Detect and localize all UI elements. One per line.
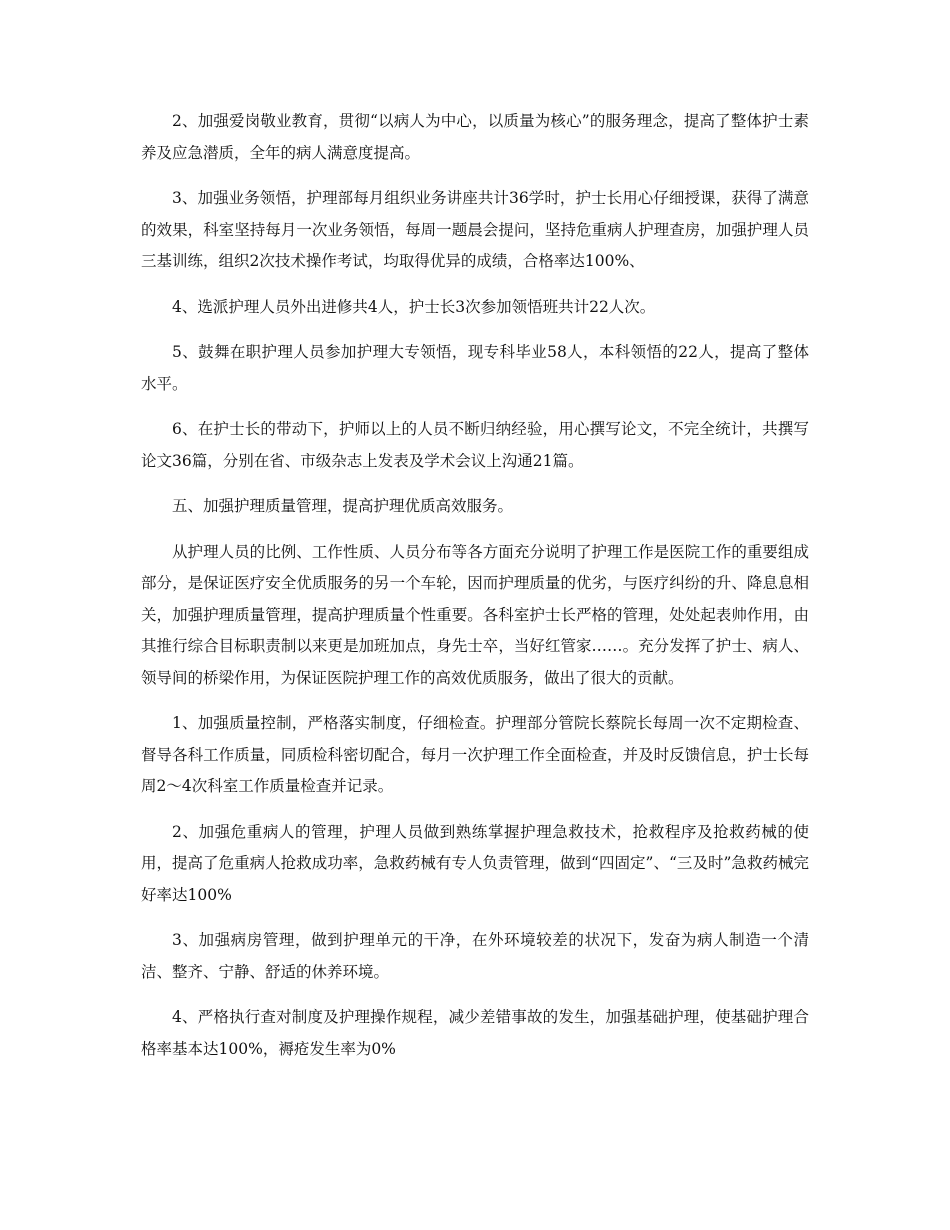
paragraph: 4、选派护理人员外出进修共4人，护士长3次参加领悟班共计22人次。 bbox=[172, 297, 656, 316]
paragraph: 从护理人员的比例、工作性质、人员分布等各方面充分说明了护理工作是医院工作的重要组成部分，是保证医疗安全优质服务的另一个车轮，因而护理质量的优劣，与医疗纠纷的升、降息息相关，加强护理质量管理，提高护理质量个性重要。各科室护士长严格的管理，处处起表帅作用，由其推行综合目标职责制以来更是加班加点，身先士卒，当好红管家……。充分发挥了护士、病人、领导间的桥梁作用，为保证医院护理工作的高效优质服务，做出了很大的贡献。 bbox=[141, 542, 809, 687]
paragraph: 5、鼓舞在职护理人员参加护理大专领悟，现专科毕业58人，本科领悟的22人，提高了整体水平。 bbox=[141, 343, 809, 393]
paragraph: 4、严格执行查对制度及护理操作规程，减少差错事故的发生，加强基础护理，使基础护理合格率基本达100%，褥疮发生率为0% bbox=[141, 1008, 809, 1058]
paragraph: 3、加强病房管理，做到护理单元的干净，在外环境较差的状况下，发奋为病人制造一个清洁、整齐、宁静、舒适的休养环境。 bbox=[141, 931, 809, 981]
paragraph: 3、加强业务领悟，护理部每月组织业务讲座共计36学时，护士长用心仔细授课，获得了满意的效果，科室坚持每月一次业务领悟，每周一题晨会提问，坚持危重病人护理查房，加强护理人员三基训练，组织2次技术操作考试，均取得优异的成绩，合格率达100%、 bbox=[141, 189, 809, 270]
paragraph: 6、在护士长的带动下，护师以上的人员不断归纳经验，用心撰写论文，不完全统计，共撰写论文36篇，分别在省、市级杂志上发表及学术会议上沟通21篇。 bbox=[141, 420, 809, 470]
section-heading: 五、加强护理质量管理，提高护理优质高效服务。 bbox=[172, 497, 514, 515]
paragraph: 1、加强质量控制，严格落实制度，仔细检查。护理部分管院长蔡院长每周一次不定期检查、督导各科工作质量，同质检科密切配合，每月一次护理工作全面检查，并及时反馈信息，护士长每周2～4次科室工作质量检查并记录。 bbox=[141, 714, 809, 795]
paragraph: 2、加强危重病人的管理，护理人员做到熟练掌握护理急救技术，抢救程序及抢救药械的使用，提高了危重病人抢救成功率，急救药械有专人负责管理，做到“四固定”、“三及时”急救药械完好率达100% bbox=[141, 822, 809, 904]
document-body bbox=[141, 106, 809, 1079]
paragraph: 2、加强爱岗敬业教育，贯彻“以病人为中心，以质量为核心”的服务理念，提高了整体护士素养及应急潜质，全年的病人满意度提高。 bbox=[141, 112, 809, 162]
